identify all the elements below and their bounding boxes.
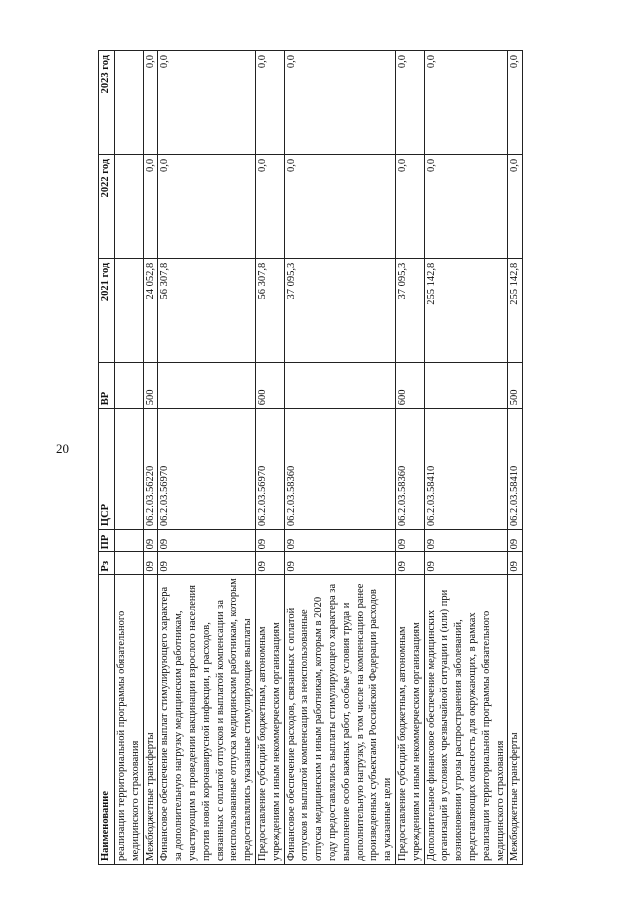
cell-rz: 09 xyxy=(284,552,395,574)
cell-rz: 09 xyxy=(255,552,284,574)
cell-2022: 0,0 xyxy=(143,154,158,258)
cell-name: Финансовое обеспечение расходов, связанных с оплатой отпусков и выплатой компенсации за неиспользованные отпуска медицинским и иным работникам, которым в 2020 году предоставлялись выплаты стимулирующего характера за выполнение особо важных работ, особые условия труда и дополнительную нагрузку, в том числе на компенсацию ранее произведенных субъектами Российской Федерации расходов на указанные цели xyxy=(284,574,395,864)
cell-2021: 255 142,8 xyxy=(424,258,508,362)
table-row xyxy=(255,51,284,865)
cell-rz: 09 xyxy=(424,552,508,574)
cell-2021: 56 307,8 xyxy=(158,258,256,362)
cell-pr: 09 xyxy=(255,530,284,552)
cell-csr: 06.2.03.56970 xyxy=(255,409,284,530)
rotated-page-content xyxy=(98,50,615,865)
cell-2022: 0,0 xyxy=(255,154,284,258)
cell-csr: 06.2.03.56220 xyxy=(143,409,158,530)
cell-vr: 500 xyxy=(508,362,523,409)
cell-rz: 09 xyxy=(395,552,424,574)
cell-2022: 0,0 xyxy=(508,154,523,258)
cell-2021: 37 095,3 xyxy=(284,258,395,362)
cell-csr xyxy=(115,409,144,530)
header-rz: Рз xyxy=(99,552,115,574)
cell-vr xyxy=(284,362,395,409)
cell-pr: 09 xyxy=(424,530,508,552)
cell-name: Предоставление субсидий бюджетным, автономным учреждениям и иным некоммерческим организациям xyxy=(395,574,424,864)
cell-vr xyxy=(115,362,144,409)
table-row xyxy=(395,51,424,865)
header-2023: 2023 год xyxy=(99,51,115,155)
cell-2021: 37 095,3 xyxy=(395,258,424,362)
cell-name: Межбюджетные трансферты xyxy=(508,574,523,864)
cell-2023: 0,0 xyxy=(395,51,424,155)
page-number: 20 xyxy=(56,441,69,456)
header-csr: ЦСР xyxy=(99,409,115,530)
cell-vr xyxy=(158,362,256,409)
cell-vr: 500 xyxy=(143,362,158,409)
cell-rz: 09 xyxy=(158,552,256,574)
cell-2023: 0,0 xyxy=(143,51,158,155)
cell-2022 xyxy=(115,154,144,258)
cell-2023 xyxy=(115,51,144,155)
cell-name: Финансовое обеспечение выплат стимулирующего характера за дополнительную нагрузку медицинским работникам, участвующим в проведении вакцинации взрослого населения против новой коронавирусной инфекции, и расходов, связанных с оплатой отпусков и выплатой компенсации за неиспользованные отпуска медицинским работникам, которым предоставлялись указанные стимулирующие выплаты xyxy=(158,574,256,864)
cell-2021: 24 052,8 xyxy=(143,258,158,362)
cell-2022: 0,0 xyxy=(395,154,424,258)
cell-vr: 600 xyxy=(255,362,284,409)
cell-name: реализации территориальной программы обязательного медицинского страхования xyxy=(115,574,144,864)
table-row xyxy=(143,51,158,865)
cell-2023: 0,0 xyxy=(284,51,395,155)
cell-2023: 0,0 xyxy=(508,51,523,155)
cell-csr: 06.2.03.56970 xyxy=(158,409,256,530)
cell-rz xyxy=(115,552,144,574)
cell-csr: 06.2.03.58410 xyxy=(508,409,523,530)
cell-vr xyxy=(424,362,508,409)
table-header-row xyxy=(99,51,115,865)
cell-csr: 06.2.03.58360 xyxy=(395,409,424,530)
table-row xyxy=(284,51,395,865)
cell-name: Дополнительное финансовое обеспечение медицинских организаций в условиях чрезвычайной ситуации и (или) при возникновении угрозы распространения заболеваний, представляющих опасность для окружающих, в рамках реализации территориальной программы обязательного медицинского страхования xyxy=(424,574,508,864)
cell-pr: 09 xyxy=(395,530,424,552)
table-row xyxy=(424,51,508,865)
table-row xyxy=(115,51,144,865)
cell-rz: 09 xyxy=(143,552,158,574)
cell-2022: 0,0 xyxy=(158,154,256,258)
budget-table xyxy=(98,50,523,865)
cell-2021: 56 307,8 xyxy=(255,258,284,362)
cell-pr: 09 xyxy=(508,530,523,552)
cell-pr xyxy=(115,530,144,552)
header-name: Наименование xyxy=(99,574,115,864)
cell-2023: 0,0 xyxy=(255,51,284,155)
cell-2022: 0,0 xyxy=(284,154,395,258)
cell-vr: 600 xyxy=(395,362,424,409)
cell-csr: 06.2.03.58410 xyxy=(424,409,508,530)
header-2022: 2022 год xyxy=(99,154,115,258)
header-pr: ПР xyxy=(99,530,115,552)
cell-2023: 0,0 xyxy=(424,51,508,155)
table-row xyxy=(508,51,523,865)
table-row xyxy=(158,51,256,865)
cell-csr: 06.2.03.58360 xyxy=(284,409,395,530)
cell-name: Предоставление субсидий бюджетным, автономным учреждениям и иным некоммерческим организациям xyxy=(255,574,284,864)
cell-pr: 09 xyxy=(284,530,395,552)
cell-pr: 09 xyxy=(158,530,256,552)
cell-2022: 0,0 xyxy=(424,154,508,258)
cell-name: Межбюджетные трансферты xyxy=(143,574,158,864)
cell-2023: 0,0 xyxy=(158,51,256,155)
cell-2021 xyxy=(115,258,144,362)
header-2021: 2021 год xyxy=(99,258,115,362)
cell-2021: 255 142,8 xyxy=(508,258,523,362)
cell-pr: 09 xyxy=(143,530,158,552)
header-vr: ВР xyxy=(99,362,115,409)
cell-rz: 09 xyxy=(508,552,523,574)
